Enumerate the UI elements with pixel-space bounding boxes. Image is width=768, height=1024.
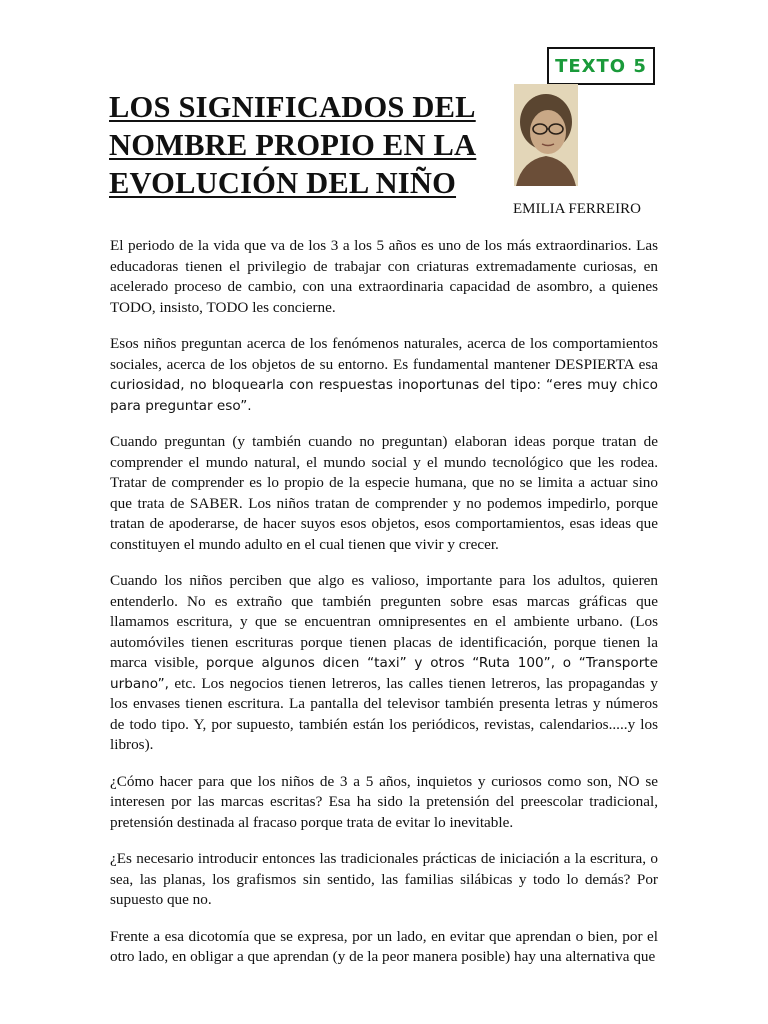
paragraph-text-alt-font: porque algunos dicen “taxi” y otros “Ruta 100”, o “Transporte urbano”, (110, 655, 658, 692)
article-body (110, 236, 658, 984)
paragraph (110, 334, 658, 416)
paragraph-text-alt-font: curiosidad, no bloquearla con respuestas inoportunas del tipo: “eres muy chico para preguntar eso”. (110, 377, 658, 414)
document-title (109, 88, 509, 202)
author-photo (514, 84, 578, 186)
paragraph: El periodo de la vida que va de los 3 a los 5 años es uno de los más extraordinarios. Las educadoras tienen el privilegio de trabajar con criaturas extremadamente curiosas, en acelerado proceso de cambio, con una extraordinaria capacidad de asombro, a quienes TODO, insisto, TODO les concierne. (110, 237, 658, 316)
paragraph-text: etc. Los negocios tienen letreros, las calles tienen letreros, las propagandas y los envases tienen escritura. La pantalla del televisor también presenta letras y números de todo tipo. Y, por supuesto, también están los periódicos, revistas, calendarios.....y los libros). (110, 674, 658, 753)
title-line: EVOLUCIÓN DEL NIÑO (109, 166, 457, 200)
paragraph (110, 571, 658, 756)
paragraph: Cuando preguntan (y también cuando no preguntan) elaboran ideas porque tratan de comprender el mundo natural, el mundo social y el mundo tecnológico que les rodea. Tratar de comprender es lo propio de la especie humana, que no se limita a actuar sino que trata de SABER. Los niños tratan de comprender y no podemos impedirlo, porque tratan de apoderarse, de hacer suyos esos objetos, esos comportamientos, esas ideas que constituyen el mundo adulto en el cual tienen que vivir y crecer. (110, 433, 658, 553)
title-line: NOMBRE PROPIO EN LA (109, 128, 477, 162)
author-portrait-image (514, 84, 578, 186)
paragraph-text: Esos niños preguntan acerca de los fenómenos naturales, acerca de los comportamientos sociales, acerca de los objetos de su entorno. Es fundamental mantener DESPIERTA esa (110, 335, 658, 373)
author-name: EMILIA FERREIRO (513, 201, 641, 217)
title-line: LOS SIGNIFICADOS DEL (109, 90, 476, 124)
paragraph-text: Cuando los niños perciben que algo es valioso, importante para los adultos, quieren entenderlo. No es extraño que también pregunten sobre esas marcas gráficas que llamamos escritura, y que se encuentran omnipresentes en el ambiente urbano. (Los automóviles tienen escrituras porque tienen placas de identificación, porque tienen la marca visible, (110, 572, 658, 671)
paragraph: ¿Cómo hacer para que los niños de 3 a 5 años, inquietos y curiosos como son, NO se interesen por las marcas escritas? Esa ha sido la pretensión del preescolar tradicional, pretensión destinada al fracaso porque trata de evitar lo inevitable. (110, 772, 658, 831)
text-number-badge: TEXTO 5 (547, 47, 655, 85)
paragraph: Frente a esa dicotomía que se expresa, por un lado, en evitar que aprendan o bien, por el otro lado, en obligar a que aprendan (y de la peor manera posible) hay una alternativa que (110, 927, 658, 965)
paragraph: ¿Es necesario introducir entonces las tradicionales prácticas de iniciación a la escritura, o sea, las planas, los grafismos sin sentido, las familias silábicas y todo lo demás? Por supuesto que no. (110, 850, 658, 908)
